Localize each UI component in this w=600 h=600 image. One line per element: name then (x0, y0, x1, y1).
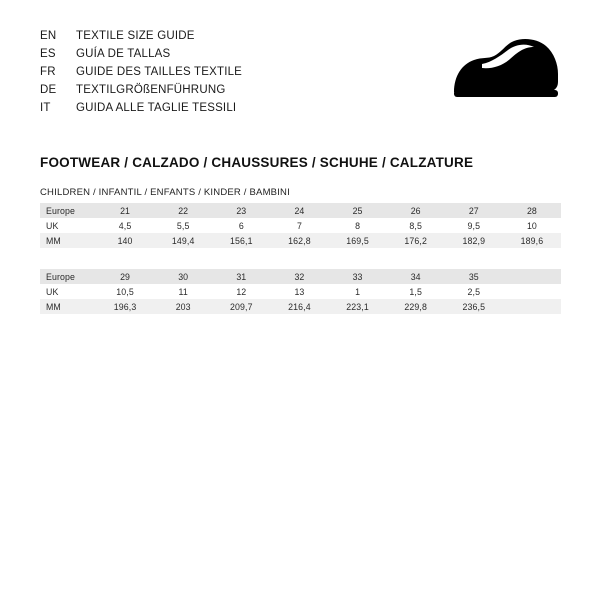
size-table-children-1 (40, 203, 561, 248)
table-cell: 149,4 (154, 233, 212, 248)
table-cell: 25 (329, 203, 387, 218)
table-cell: 5,5 (154, 218, 212, 233)
table-cell: 162,8 (270, 233, 328, 248)
table-cell: 31 (212, 269, 270, 284)
language-code: DE (40, 84, 57, 96)
table-cell: 223,1 (329, 299, 387, 314)
language-row (40, 48, 420, 66)
table-cell (503, 269, 561, 284)
language-code: FR (40, 66, 56, 78)
table-cell: 33 (329, 269, 387, 284)
shoe-icon (452, 34, 560, 106)
table-cell: 8 (329, 218, 387, 233)
table-cell: 176,2 (387, 233, 445, 248)
table-cell: 24 (270, 203, 328, 218)
table-cell: 209,7 (212, 299, 270, 314)
table-cell: 30 (154, 269, 212, 284)
language-code: EN (40, 30, 57, 42)
row-label: Europe (40, 269, 96, 284)
table-cell (503, 284, 561, 299)
row-label: MM (40, 233, 96, 248)
row-label: Europe (40, 203, 96, 218)
table-cell: 6 (212, 218, 270, 233)
language-label: GUIDE DES TAILLES TEXTILE (76, 66, 243, 78)
page-title: FOOTWEAR / CALZADO / CHAUSSURES / SCHUHE / CALZATURE (40, 155, 474, 170)
table-cell: 182,9 (445, 233, 503, 248)
language-label: TEXTILE SIZE GUIDE (76, 30, 195, 42)
language-label: TEXTILGRÖßENFÜHRUNG (76, 84, 226, 96)
table-cell: 7 (270, 218, 328, 233)
table-cell: 1,5 (387, 284, 445, 299)
table-cell: 22 (154, 203, 212, 218)
language-label: GUÍA DE TALLAS (76, 48, 171, 60)
language-code: ES (40, 48, 56, 60)
table-cell: 2,5 (445, 284, 503, 299)
table-cell: 32 (270, 269, 328, 284)
table-row (40, 203, 561, 218)
table-cell: 28 (503, 203, 561, 218)
language-row (40, 30, 420, 48)
table-cell: 9,5 (445, 218, 503, 233)
table-cell: 29 (96, 269, 154, 284)
table-cell: 1 (329, 284, 387, 299)
table-cell: 34 (387, 269, 445, 284)
table-cell (503, 299, 561, 314)
table-cell: 216,4 (270, 299, 328, 314)
table-cell: 140 (96, 233, 154, 248)
table-row (40, 218, 561, 233)
table-cell: 10 (503, 218, 561, 233)
table-cell: 21 (96, 203, 154, 218)
size-table-children-2 (40, 269, 561, 314)
table-cell: 169,5 (329, 233, 387, 248)
language-row (40, 84, 420, 102)
table-cell: 13 (270, 284, 328, 299)
table-cell: 26 (387, 203, 445, 218)
language-row (40, 102, 420, 120)
table-cell: 27 (445, 203, 503, 218)
table-row (40, 269, 561, 284)
table-cell: 23 (212, 203, 270, 218)
row-label: UK (40, 284, 96, 299)
row-label: MM (40, 299, 96, 314)
table-cell: 35 (445, 269, 503, 284)
table-cell: 11 (154, 284, 212, 299)
table-cell: 196,3 (96, 299, 154, 314)
table-cell: 236,5 (445, 299, 503, 314)
table-row (40, 284, 561, 299)
table-row (40, 233, 561, 248)
language-list (40, 30, 420, 120)
table-cell: 8,5 (387, 218, 445, 233)
language-row (40, 66, 420, 84)
table-cell: 189,6 (503, 233, 561, 248)
language-code: IT (40, 102, 51, 114)
language-label: GUIDA ALLE TAGLIE TESSILI (76, 102, 237, 114)
table-cell: 229,8 (387, 299, 445, 314)
table-cell: 156,1 (212, 233, 270, 248)
row-label: UK (40, 218, 96, 233)
table-cell: 10,5 (96, 284, 154, 299)
section-subtitle: CHILDREN / INFANTIL / ENFANTS / KINDER / BAMBINI (40, 187, 290, 198)
table-cell: 203 (154, 299, 212, 314)
table-cell: 4,5 (96, 218, 154, 233)
table-row (40, 299, 561, 314)
table-cell: 12 (212, 284, 270, 299)
